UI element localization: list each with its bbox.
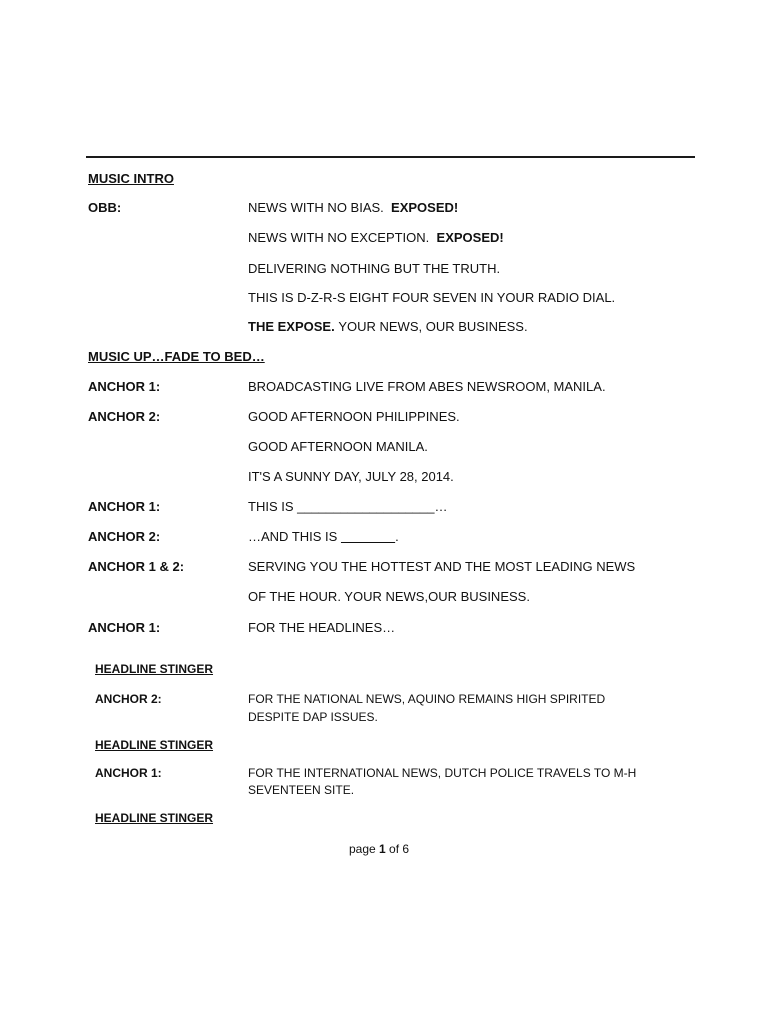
anchor12-line-1: SERVING YOU THE HOTTEST AND THE MOST LEADING NEWS xyxy=(248,559,636,574)
obb-line-3: DELIVERING NOTHING BUT THE TRUTH. xyxy=(248,261,501,276)
music-up-cue: MUSIC UP…FADE TO BED… xyxy=(88,349,265,364)
anchor2-label-b: ANCHOR 2: xyxy=(88,529,161,544)
anchor2-line-c1: FOR THE NATIONAL NEWS, AQUINO REMAINS HIGH SPIRITED xyxy=(248,692,606,706)
obb-line-5-tagline: YOUR NEWS, OUR BUSINESS. xyxy=(338,319,528,334)
anchor2-line-a2: GOOD AFTERNOON MANILA. xyxy=(248,439,428,454)
anchor1-label-a: ANCHOR 1: xyxy=(88,379,161,394)
page-mid: of xyxy=(385,842,403,856)
anchor1-label-d: ANCHOR 1: xyxy=(95,766,162,780)
anchor12-label: ANCHOR 1 & 2: xyxy=(88,559,185,574)
headline-stinger-1: HEADLINE STINGER xyxy=(95,662,214,676)
anchor2-name-blank xyxy=(341,529,395,544)
anchor12-line-2: OF THE HOUR. YOUR NEWS,OUR BUSINESS. xyxy=(248,589,530,604)
headline-stinger-3: HEADLINE STINGER xyxy=(95,811,214,825)
obb-line-4: THIS IS D-Z-R-S EIGHT FOUR SEVEN IN YOUR RADIO DIAL. xyxy=(248,290,616,305)
anchor2-label-a: ANCHOR 2: xyxy=(88,409,161,424)
anchor1-line-b: THIS IS ___________________… xyxy=(248,499,448,514)
header-rule xyxy=(86,156,695,158)
anchor1-line-d1: FOR THE INTERNATIONAL NEWS, DUTCH POLICE TRAVELS TO M-H xyxy=(248,766,637,780)
page-prefix: page xyxy=(349,842,380,856)
obb-line-2 xyxy=(248,230,504,246)
anchor2-line-b xyxy=(248,529,399,545)
anchor1-label-c: ANCHOR 1: xyxy=(88,620,161,635)
anchor2-line-a3: IT'S A SUNNY DAY, JULY 28, 2014. xyxy=(248,469,454,484)
obb-line-5-expose: THE EXPOSE. xyxy=(248,319,335,334)
anchor2-line-b-suffix: . xyxy=(395,529,399,544)
obb-label: OBB: xyxy=(88,200,122,215)
music-intro-cue: MUSIC INTRO xyxy=(88,171,174,186)
page-current: 1 xyxy=(379,842,386,856)
obb-line-1-exposed: EXPOSED! xyxy=(391,200,459,215)
anchor2-line-a1: GOOD AFTERNOON PHILIPPINES. xyxy=(248,409,460,424)
obb-line-1 xyxy=(248,200,458,216)
headline-stinger-2: HEADLINE STINGER xyxy=(95,738,214,752)
anchor2-line-b-prefix: …AND THIS IS xyxy=(248,529,341,544)
page-total: 6 xyxy=(402,842,410,856)
anchor1-label-b: ANCHOR 1: xyxy=(88,499,161,514)
obb-line-2-text: NEWS WITH NO EXCEPTION. xyxy=(248,230,430,245)
page-number xyxy=(349,842,409,857)
anchor2-line-c2: DESPITE DAP ISSUES. xyxy=(248,710,378,724)
anchor1-line-a: BROADCASTING LIVE FROM ABES NEWSROOM, MANILA. xyxy=(248,379,606,394)
obb-line-1-text: NEWS WITH NO BIAS. xyxy=(248,200,384,215)
obb-line-5 xyxy=(248,319,528,335)
obb-line-2-exposed: EXPOSED! xyxy=(436,230,504,245)
anchor2-label-c: ANCHOR 2: xyxy=(95,692,162,706)
anchor1-line-d2: SEVENTEEN SITE. xyxy=(248,783,355,797)
anchor1-line-c: FOR THE HEADLINES… xyxy=(248,620,396,635)
